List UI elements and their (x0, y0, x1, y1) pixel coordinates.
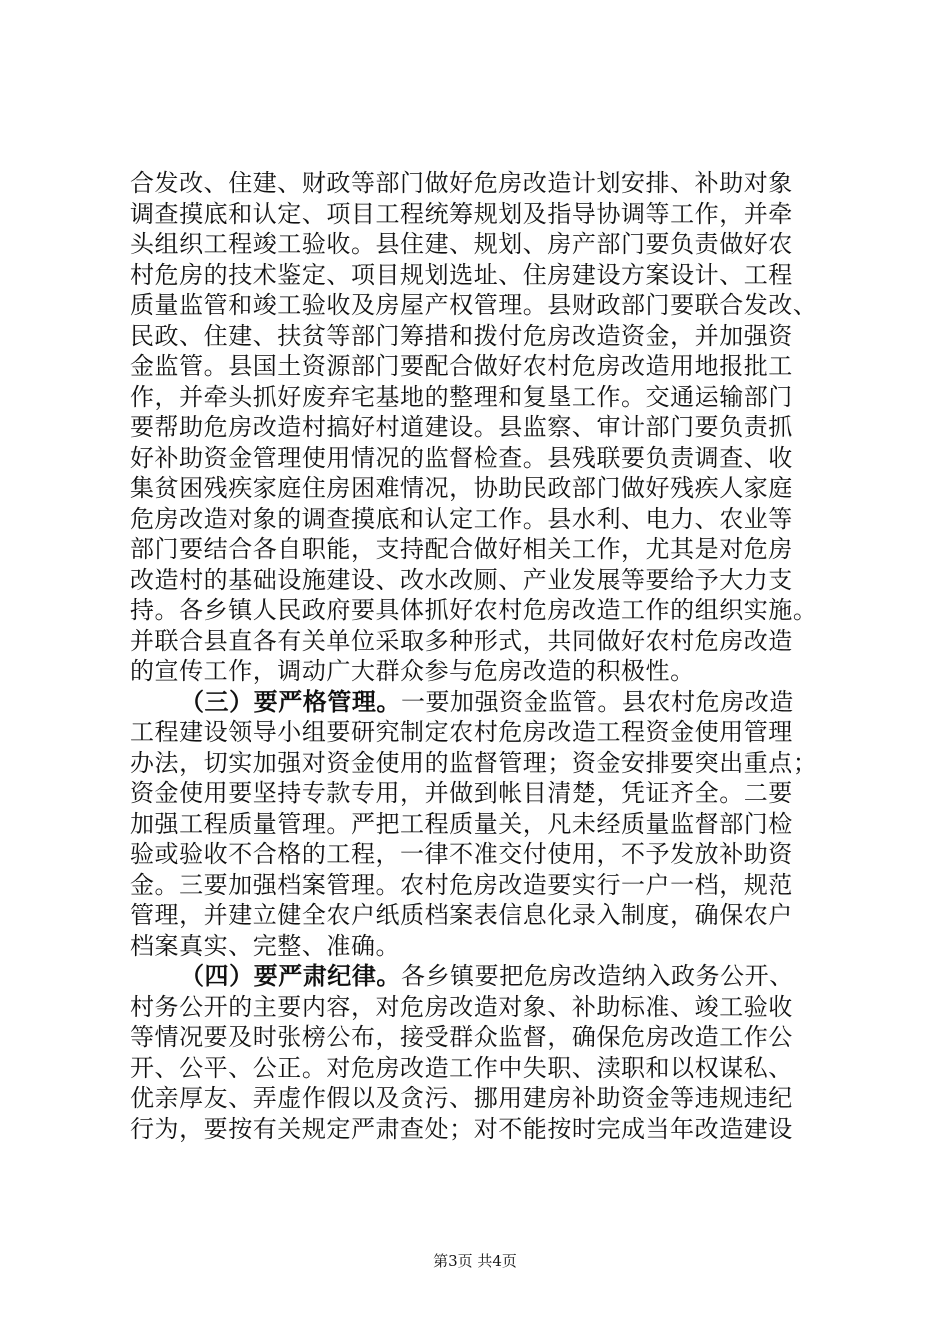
section-3 (130, 687, 850, 962)
section-4-heading: （四）要严肃纪律。 (180, 961, 401, 990)
section-3-first-line (130, 687, 850, 718)
text-line: 合发改、住建、财政等部门做好危房改造计划安排、补助对象 (130, 169, 793, 197)
text-line: 头组织工程竣工验收。县住建、规划、房产部门要负责做好农 (130, 230, 793, 258)
text-line: 危房改造对象的调查摸底和认定工作。县水利、电力、农业等 (130, 504, 793, 533)
text-line: 改造村的基础设施建设、改水改厕、产业发展等要给予大力支 (130, 565, 793, 594)
text-line: 村务公开的主要内容，对危房改造对象、补助标准、竣工验收 (130, 992, 793, 1021)
text-line: 管理，并建立健全农户纸质档案表信息化录入制度，确保农户 (130, 901, 793, 929)
section-4-first-line-text: 各乡镇要把危房改造纳入政务公开、 (400, 962, 794, 990)
paragraph-2-continuation (130, 168, 850, 687)
text-line: 调查摸底和认定、项目工程统筹规划及指导协调等工作，并牵 (130, 199, 793, 228)
text-line: 并联合县直各有关单位采取多种形式，共同做好农村危房改造 (130, 626, 793, 655)
text-line: 好补助资金管理使用情况的监督检查。县残联要负责调查、收 (130, 443, 793, 472)
document-body (130, 168, 850, 1144)
text-line: 金。三要加强档案管理。农村危房改造要实行一户一档，规范 (130, 870, 793, 899)
text-line: 金监管。县国土资源部门要配合做好农村危房改造用地报批工 (130, 352, 793, 380)
section-4-first-line (130, 961, 850, 992)
text-line: 验或验收不合格的工程，一律不准交付使用，不予发放补助资 (130, 840, 793, 868)
text-line: 办法，切实加强对资金使用的监督管理；资金安排要突出重点； (130, 748, 818, 777)
text-line: 加强工程质量管理。严把工程质量关，凡未经质量监督部门检 (130, 809, 793, 838)
text-line: 作，并牵头抓好废弃宅基地的整理和复垦工作。交通运输部门 (130, 382, 793, 411)
text-line: 质量监管和竣工验收及房屋产权管理。县财政部门要联合发改、 (130, 291, 818, 319)
text-line: 资金使用要坚持专款专用，并做到帐目清楚，凭证齐全。二要 (130, 779, 793, 807)
text-line: 行为，要按有关规定严肃查处；对不能按时完成当年改造建设 (130, 1114, 793, 1143)
text-line: 工程建设领导小组要研究制定农村危房改造工程资金使用管理 (130, 718, 793, 746)
text-line: 持。各乡镇人民政府要具体抓好农村危房改造工作的组织实施。 (130, 596, 818, 624)
page-footer: 第3页 共4页 (433, 1252, 517, 1270)
text-line: 档案真实、完整、准确。 (130, 931, 401, 960)
text-line: 的宣传工作，调动广大群众参与危房改造的积极性。 (130, 657, 695, 685)
text-line: 民政、住建、扶贫等部门筹措和拨付危房改造资金，并加强资 (130, 321, 793, 350)
text-line: 等情况要及时张榜公布，接受群众监督，确保危房改造工作公 (130, 1023, 793, 1051)
text-line: 要帮助危房改造村搞好村道建设。县监察、审计部门要负责抓 (130, 413, 793, 441)
text-line: 集贫困残疾家庭住房困难情况，协助民政部门做好残疾人家庭 (130, 474, 793, 502)
text-line: 开、公平、公正。对危房改造工作中失职、渎职和以权谋私、 (130, 1053, 793, 1082)
text-line: 村危房的技术鉴定、项目规划选址、住房建设方案设计、工程 (130, 260, 793, 289)
section-4 (130, 961, 850, 1144)
section-3-heading: （三）要严格管理。 (180, 686, 401, 716)
text-line: 优亲厚友、弄虚作假以及贪污、挪用建房补助资金等违规违纪 (130, 1084, 793, 1112)
section-3-first-line-text: 一要加强资金监管。县农村危房改造 (400, 687, 794, 716)
text-line: 部门要结合各自职能，支持配合做好相关工作，尤其是对危房 (130, 535, 793, 563)
